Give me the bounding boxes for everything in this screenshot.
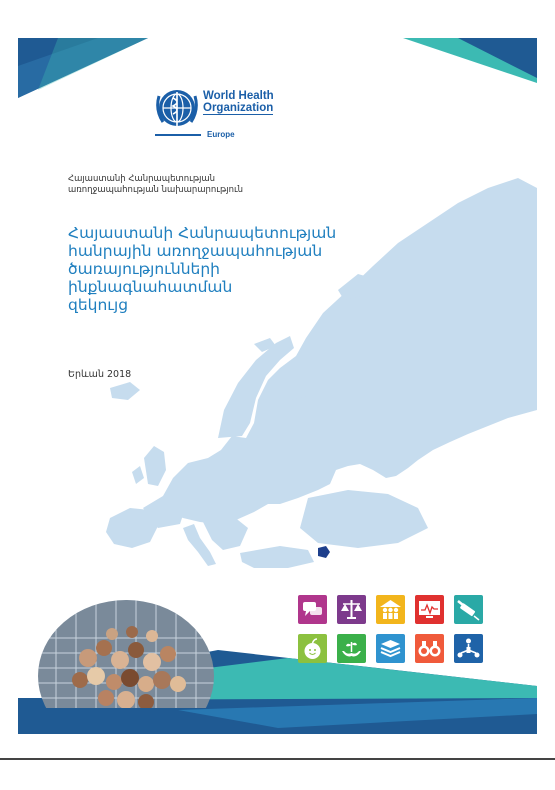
people-group-icon bbox=[376, 595, 405, 624]
report-title bbox=[68, 224, 368, 314]
title-line1: Հայաստանի Հանրապետության bbox=[68, 224, 337, 242]
books-stack-icon bbox=[376, 634, 405, 663]
who-europe-logo bbox=[155, 86, 295, 142]
who-region-label: Europe bbox=[207, 130, 235, 139]
speech-bubbles-icon bbox=[298, 595, 327, 624]
hands-plant-icon bbox=[337, 634, 366, 663]
ministry-line1: Հայաստանի Հանրապետության bbox=[68, 174, 216, 184]
who-emblem-icon bbox=[155, 86, 199, 130]
logo-small-bar bbox=[155, 133, 203, 138]
syringe-icon bbox=[454, 595, 483, 624]
title-line3: ծառայությունների ինքնագնահատման bbox=[68, 260, 233, 296]
ministry-name bbox=[68, 174, 243, 196]
network-people-icon bbox=[454, 634, 483, 663]
report-cover bbox=[18, 38, 537, 734]
balance-scale-icon bbox=[337, 595, 366, 624]
ministry-line2: առողջապահության նախարարություն bbox=[68, 185, 244, 195]
place-year: Երևան 2018 bbox=[68, 369, 132, 380]
armenia-highlight bbox=[318, 546, 330, 558]
apple-icon bbox=[298, 634, 327, 663]
title-line2: հանրային առողջապահության bbox=[68, 242, 323, 260]
binoculars-icon bbox=[415, 634, 444, 663]
title-line4: զեկույց bbox=[68, 296, 129, 314]
monitor-chart-icon bbox=[415, 595, 444, 624]
who-name-line2: Organization bbox=[203, 102, 274, 114]
page-bottom-rule bbox=[0, 758, 555, 760]
globe-of-faces-image bbox=[36, 598, 216, 708]
who-name-line1: World Health bbox=[203, 90, 274, 102]
